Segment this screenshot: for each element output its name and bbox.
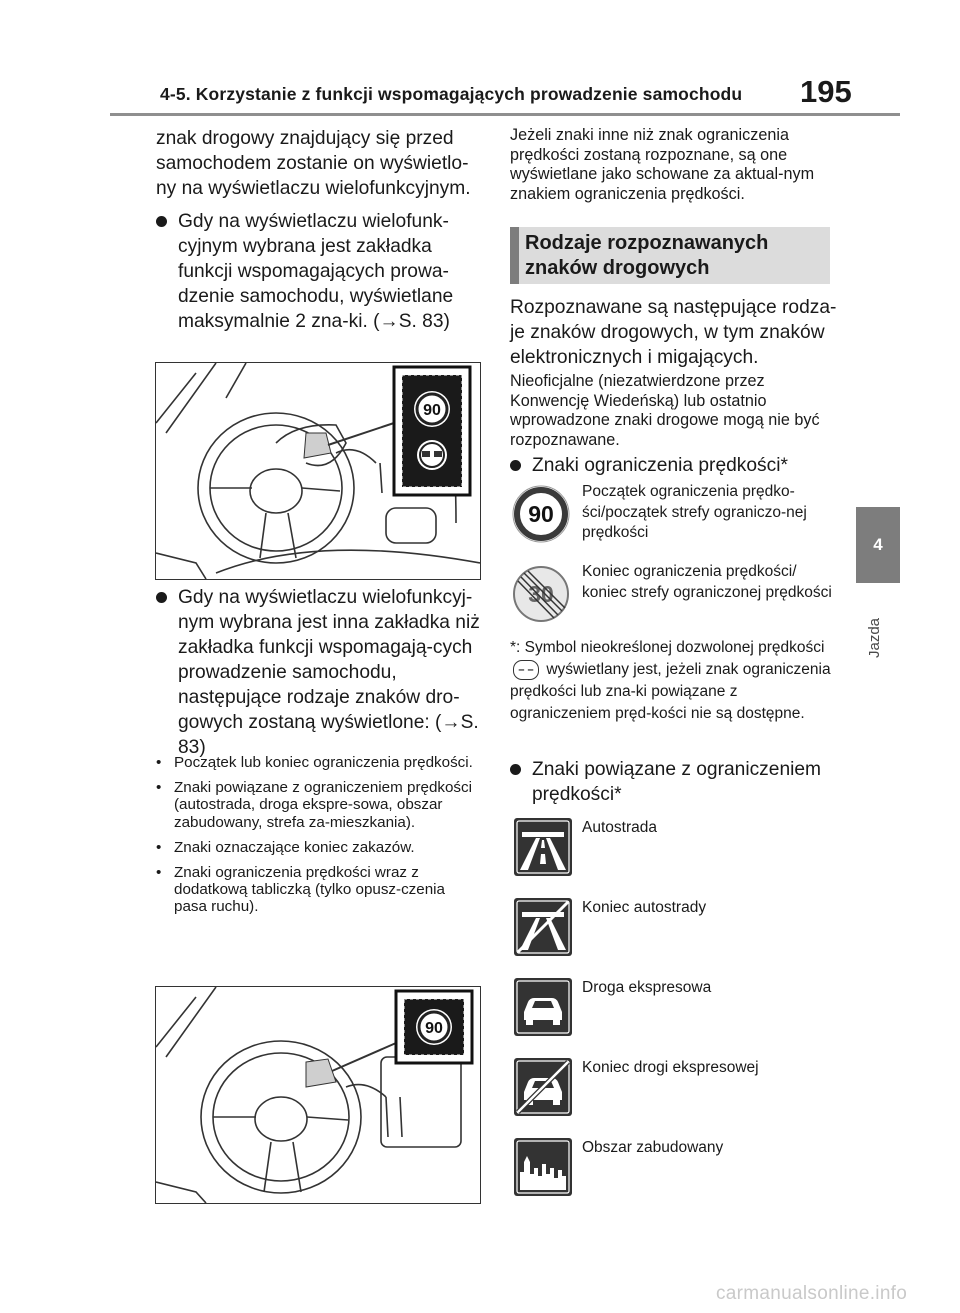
motorway-icon	[514, 818, 572, 876]
chapter-tab[interactable]	[856, 507, 900, 583]
dashboard-illustration-2	[155, 986, 481, 1204]
section-title: Rodzaje rozpoznawanych znaków drogowych	[525, 232, 769, 279]
bullet-text: Gdy na wyświetlaczu wielofunkcyj-nym wybrana jest inna zakładka niż zakładka funkcji wspomagają-cych prowadzenie samochodu, następujące rodzaje znaków dro-gowych zostaną wyświetlone: (→S. 83)	[178, 587, 480, 758]
chapter-tab-label: Jazda	[866, 617, 883, 658]
sign-description: Koniec autostrady	[582, 899, 707, 916]
bullet-dot-icon	[156, 592, 167, 603]
bullet-dot-icon	[510, 460, 521, 471]
sign-description: Początek ograniczenia prędko-ści/początek strefy ograniczo-nej prędkości	[582, 483, 807, 541]
bullet-dot-icon	[510, 764, 521, 775]
sign-description: Koniec drogi ekspresowej	[582, 1059, 759, 1076]
illustration-speed-90: 90	[423, 402, 441, 419]
bullet-item	[510, 453, 840, 478]
section-heading-bar	[510, 227, 519, 284]
bullet-text: Znaki powiązane z ograniczeniem prędkości*	[532, 759, 822, 805]
bullet-text: Znaki ograniczenia prędkości*	[532, 455, 788, 476]
sign-description: Koniec ograniczenia prędkości/ koniec strefy ograniczonej prędkości	[582, 563, 832, 601]
unofficial-signs-para: Nieoficjalne (niezatwierdzone przez Konwencję Wiedeńską) lub ostatnio wprowadzone znaki drogowe mogą nie być rozpoznawane.	[510, 372, 820, 449]
built-up-area-icon	[514, 1138, 572, 1196]
footnote: *: Symbol nieokreślonej dozwolonej prędkości – – wyświetlany jest, jeżeli znak ograniczenia prędkości lub zna-ki powiązane z ograniczeniem pręd-kości nie są dostępne.	[510, 639, 831, 722]
list-item: • Początek lub koniec ograniczenia prędkości.	[156, 754, 473, 771]
header-divider	[110, 113, 900, 116]
bullet-item	[510, 757, 840, 807]
recognized-signs-para: Rozpoznawane są następujące rodza-je znaków drogowych, w tym znaków elektronicznych i migających.	[510, 297, 837, 368]
left-intro: znak drogowy znajdujący się przed samochodem zostanie on wyświetlo-ny na wyświetlaczu wielofunkcyjnym.	[156, 128, 471, 199]
end-expressway-icon	[514, 1058, 572, 1116]
right-intro: Jeżeli znaki inne niż znak ograniczenia prędkości zostaną rozpoznane, są one wyświetlane jako schowane za aktual-nym znakiem ograniczenia prędkości.	[510, 126, 815, 203]
bullet-item	[156, 585, 481, 760]
dashboard-drawing	[156, 363, 480, 579]
end-speed-limit-icon	[512, 565, 570, 623]
sign-description: Droga ekspresowa	[582, 979, 712, 996]
sign-description: Obszar zabudowany	[582, 1139, 724, 1156]
list-item: • Znaki ograniczenia prędkości wraz z dodatkową tabliczką (tylko opusz-czenia pasa ruchu).	[156, 864, 445, 916]
page-number: 195	[800, 74, 852, 109]
svg-text:90: 90	[528, 501, 554, 527]
bullet-item	[156, 209, 481, 334]
illustration-speed-90: 90	[425, 1020, 443, 1037]
sign-description: Autostrada	[582, 819, 657, 836]
expressway-icon	[514, 978, 572, 1036]
speed-limit-90-icon	[512, 485, 570, 543]
running-header: 4-5. Korzystanie z funkcji wspomagających prowadzenie samochodu	[160, 84, 743, 104]
dashboard-illustration	[155, 362, 481, 580]
undefined-speed-symbol-icon: – –	[513, 660, 539, 680]
sub-bullet-list	[156, 754, 476, 924]
list-item: • Znaki oznaczające koniec zakazów.	[156, 838, 415, 856]
dashboard-drawing-2	[156, 987, 480, 1203]
list-item: • Znaki powiązane z ograniczeniem prędkości (autostrada, droga ekspre-sowa, obszar zabudowany, strefa za-mieszkania).	[156, 779, 472, 831]
bullet-dot-icon	[156, 216, 167, 227]
end-motorway-icon	[514, 898, 572, 956]
chapter-number: 4	[873, 535, 883, 554]
watermark: carmanualsonline.info	[716, 1283, 908, 1304]
bullet-text: Gdy na wyświetlaczu wielofunk-cyjnym wybrana jest zakładka funkcji wspomagających prowa-dzenie samochodu, wyświetlane maksymalnie 2 zna-ki. (→S. 83)	[178, 211, 454, 332]
svg-text:30: 30	[528, 581, 554, 607]
